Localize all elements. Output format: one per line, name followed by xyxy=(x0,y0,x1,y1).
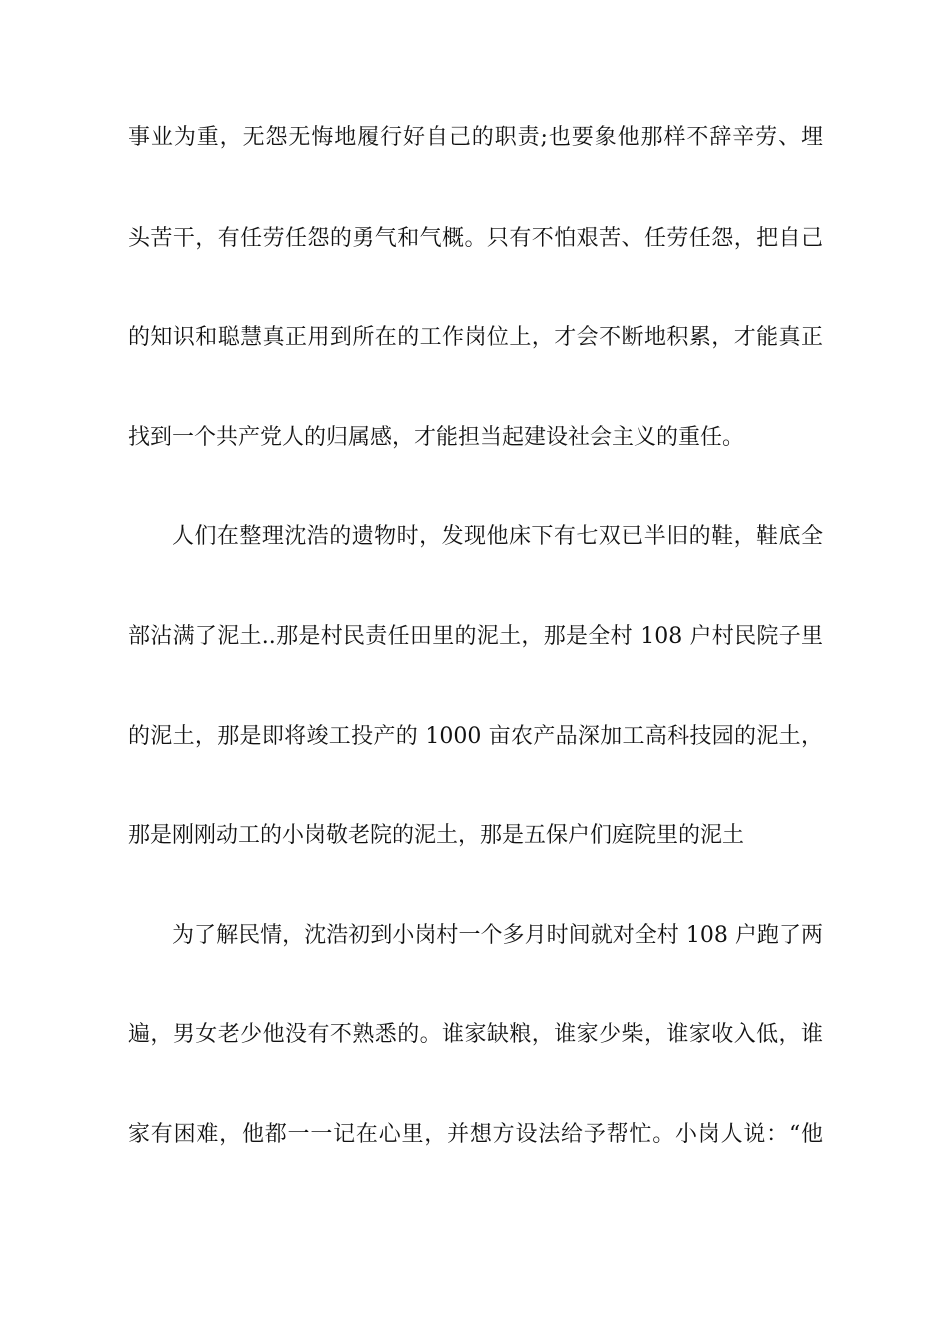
paragraph-2-line-2: 部沾满了泥土..那是村民责任田里的泥土，那是全村 108 户村民院子里 xyxy=(128,624,823,649)
paragraph-1-line-4: 找到一个共产党人的归属感，才能担当起建设社会主义的重任。 xyxy=(128,425,745,450)
paragraph-3-line-1: 为了解民情，沈浩初到小岗村一个多月时间就对全村 108 户跑了两 xyxy=(172,923,823,948)
paragraph-2-line-4: 那是刚刚动工的小岗敬老院的泥土，那是五保户们庭院里的泥土 xyxy=(128,823,745,848)
paragraph-1-line-2: 头苦干，有任劳任怨的勇气和气概。只有不怕艰苦、任劳任怨，把自己 xyxy=(128,226,823,251)
paragraph-3-line-3: 家有困难，他都一一记在心里，并想方设法给予帮忙。小岗人说：“他 xyxy=(128,1122,823,1147)
paragraph-1-line-1: 事业为重，无怨无悔地履行好自己的职责;也要象他那样不辞辛劳、埋 xyxy=(128,125,823,150)
paragraph-1-line-3: 的知识和聪慧真正用到所在的工作岗位上，才会不断地积累，才能真正 xyxy=(128,325,823,350)
paragraph-2-line-1: 人们在整理沈浩的遗物时，发现他床下有七双已半旧的鞋，鞋底全 xyxy=(172,524,823,549)
paragraph-2-line-3: 的泥土，那是即将竣工投产的 1000 亩农产品深加工高科技园的泥土， xyxy=(128,724,823,749)
paragraph-3-line-2: 遍，男女老少他没有不熟悉的。谁家缺粮，谁家少柴，谁家收入低，谁 xyxy=(128,1022,823,1047)
